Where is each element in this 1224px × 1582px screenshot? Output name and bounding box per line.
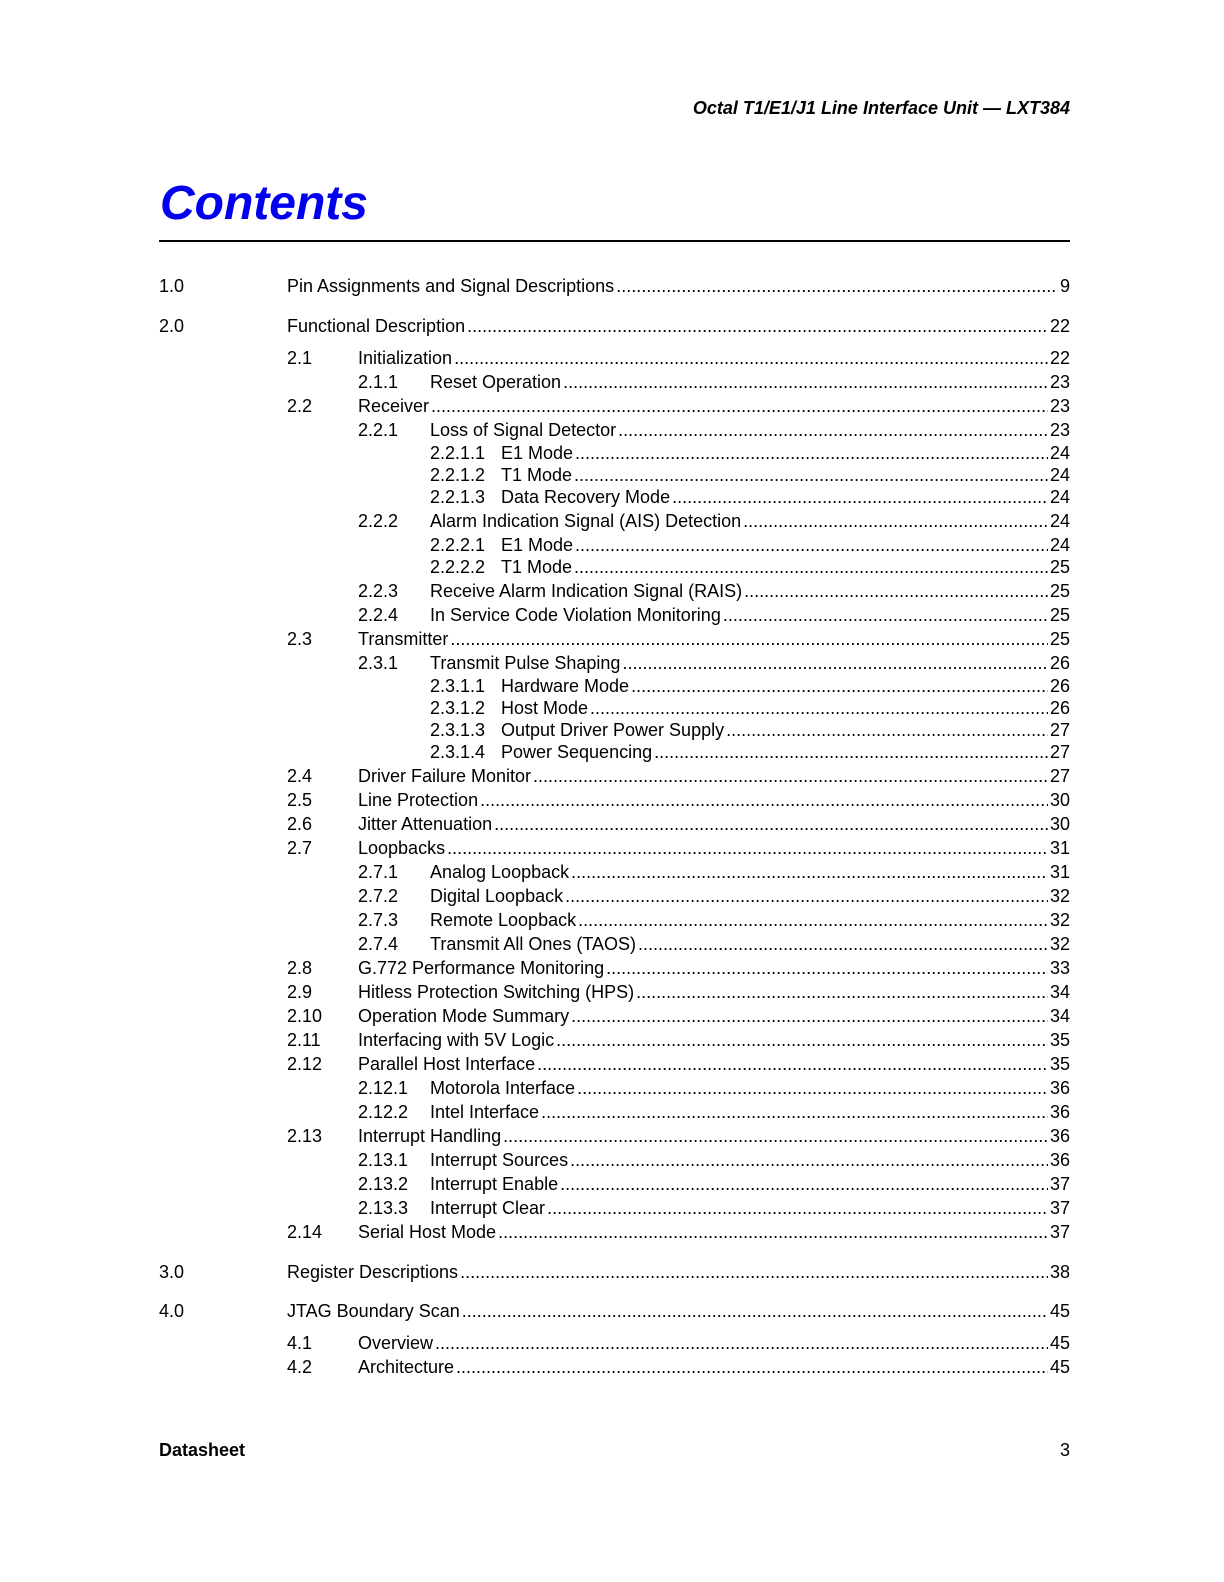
toc-entry-page: 25 [1049, 628, 1070, 649]
toc-entry-page: 27 [1049, 720, 1070, 740]
toc-entry[interactable] [0, 1100, 1224, 1124]
toc-entry-title: Remote Loopback [430, 910, 577, 930]
toc-entry-number: 2.2.2.2 [430, 556, 486, 577]
toc-entry[interactable] [0, 418, 1224, 442]
toc-entry-dot-leader [450, 627, 1048, 651]
toc-entry-dot-leader [575, 441, 1048, 465]
toc-entry-title: T1 Mode [501, 556, 573, 577]
page-title: Contents [160, 177, 368, 230]
toc-entry-leader-line [358, 394, 1070, 418]
toc-entry-dot-leader [462, 1299, 1048, 1323]
toc-entry-number: 2.12.2 [358, 1102, 409, 1122]
toc-entry-dot-leader [571, 1004, 1048, 1028]
toc-entry-title: Register Descriptions [287, 1261, 459, 1282]
title-divider [159, 240, 1070, 242]
toc-entry-dot-leader [556, 1028, 1048, 1052]
toc-entry-title: Transmitter [358, 628, 449, 649]
toc-entry-leader-line [501, 463, 1070, 487]
toc-entry-title: Reset Operation [430, 371, 562, 392]
toc-entry-page: 23 [1049, 395, 1070, 416]
toc-entry-leader-line [430, 509, 1070, 533]
toc-entry-page: 23 [1049, 419, 1070, 440]
toc-entry-number: 2.3.1.3 [430, 720, 486, 740]
toc-entry-dot-leader [618, 418, 1048, 442]
toc-entry-page: 31 [1049, 862, 1070, 882]
toc-entry-title: Interrupt Handling [358, 1126, 502, 1146]
footer-page-number: 3 [1059, 1440, 1070, 1460]
toc-entry-leader-line [358, 1028, 1070, 1052]
toc-entry-title: Jitter Attenuation [358, 814, 493, 834]
toc-entry-title: In Service Code Violation Monitoring [430, 604, 721, 625]
toc-entry-title: E1 Mode [501, 443, 574, 463]
toc-entry-page: 22 [1049, 315, 1070, 336]
toc-entry-dot-leader [631, 674, 1048, 698]
toc-entry-dot-leader [431, 394, 1048, 418]
toc-entry-title: Alarm Indication Signal (AIS) Detection [430, 511, 742, 531]
toc-entry-number: 2.2.3 [358, 580, 399, 601]
toc-entry-number: 4.0 [159, 1301, 185, 1321]
toc-entry-dot-leader [578, 908, 1048, 932]
toc-entry-page: 36 [1049, 1078, 1070, 1098]
toc-entry-title: E1 Mode [501, 534, 574, 555]
toc-entry-dot-leader [726, 718, 1048, 742]
toc-entry-title: Initialization [358, 347, 453, 368]
toc-entry-dot-leader [590, 696, 1048, 720]
toc-entry-leader-line [501, 485, 1070, 509]
toc-entry[interactable] [0, 441, 1224, 465]
toc-entry-page: 36 [1049, 1150, 1070, 1170]
toc-entry-dot-leader [577, 1076, 1048, 1100]
toc-entry-page: 32 [1049, 934, 1070, 954]
toc-entry-page: 24 [1049, 465, 1070, 485]
toc-entry-page: 26 [1049, 676, 1070, 696]
toc-entry[interactable] [0, 860, 1224, 884]
toc-entry-title: Operation Mode Summary [358, 1006, 570, 1026]
toc-entry-number: 2.3.1.1 [430, 676, 486, 696]
toc-entry-title: Intel Interface [430, 1102, 540, 1122]
toc-entry-number: 2.13.1 [358, 1150, 409, 1170]
toc-entry-title: Interrupt Sources [430, 1150, 569, 1170]
toc-entry-number: 2.2.1.2 [430, 465, 486, 485]
toc-entry-number: 2.2.2.1 [430, 534, 486, 555]
toc-entry-page: 26 [1049, 652, 1070, 673]
toc-entry-page: 35 [1049, 1030, 1070, 1050]
toc-entry-leader-line [358, 1124, 1070, 1148]
toc-entry[interactable] [0, 696, 1224, 720]
toc-entry[interactable] [0, 533, 1224, 557]
toc-entry-dot-leader [654, 740, 1048, 764]
toc-entry-title: Interfacing with 5V Logic [358, 1030, 555, 1050]
toc-entry[interactable] [0, 1028, 1224, 1052]
toc-entry-dot-leader [498, 1220, 1048, 1244]
toc-entry-title: Analog Loopback [430, 862, 570, 882]
toc-entry-page: 37 [1049, 1198, 1070, 1218]
toc-entry-dot-leader [537, 1052, 1048, 1076]
toc-entry-leader-line [430, 1196, 1070, 1220]
toc-entry[interactable] [0, 788, 1224, 812]
toc-entry-number: 2.0 [159, 315, 185, 336]
toc-entry-page: 45 [1049, 1301, 1070, 1321]
toc-entry-page: 36 [1049, 1102, 1070, 1122]
toc-entry[interactable] [0, 394, 1224, 418]
toc-entry-page: 32 [1049, 886, 1070, 906]
toc-entry-title: Transmit All Ones (TAOS) [430, 934, 637, 954]
toc-entry[interactable] [0, 509, 1224, 533]
toc-entry[interactable] [0, 740, 1224, 764]
toc-entry-title: Power Sequencing [501, 742, 653, 762]
toc-entry[interactable] [0, 1220, 1224, 1244]
toc-entry[interactable] [0, 1331, 1224, 1355]
toc-entry-number: 1.0 [159, 276, 185, 296]
toc-entry-dot-leader [606, 956, 1048, 980]
toc-entry-page: 27 [1049, 766, 1070, 786]
toc-entry-dot-leader [570, 1148, 1048, 1172]
toc-entry-dot-leader [574, 555, 1048, 579]
toc-entry[interactable] [0, 1148, 1224, 1172]
toc-entry-leader-line [501, 555, 1070, 579]
toc-entry-number: 2.2.1 [358, 419, 399, 440]
toc-entry[interactable] [0, 812, 1224, 836]
toc-entry-page: 38 [1049, 1261, 1070, 1282]
toc-entry-title: Parallel Host Interface [358, 1054, 536, 1074]
toc-entry[interactable] [0, 980, 1224, 1004]
toc-entry-number: 2.3.1.2 [430, 698, 486, 718]
toc-entry-title: Interrupt Enable [430, 1174, 559, 1194]
toc-entry-dot-leader [467, 314, 1048, 338]
toc-entry-page: 24 [1049, 534, 1070, 555]
toc-entry-page: 24 [1049, 511, 1070, 531]
toc-entry-title: Host Mode [501, 698, 589, 718]
toc-entry-number: 2.12 [287, 1054, 323, 1074]
toc-entry-number: 2.3.1 [358, 652, 399, 673]
toc-entry[interactable] [0, 674, 1224, 698]
toc-entry[interactable] [0, 1004, 1224, 1028]
toc-entry[interactable] [0, 1124, 1224, 1148]
toc-entry[interactable] [0, 908, 1224, 932]
toc-entry-page: 25 [1049, 556, 1070, 577]
toc-entry-number: 2.5 [287, 790, 313, 810]
toc-entry-title: Receive Alarm Indication Signal (RAIS) [430, 580, 743, 601]
toc-entry-leader-line [358, 812, 1070, 836]
toc-entry[interactable] [0, 932, 1224, 956]
toc-entry[interactable] [0, 764, 1224, 788]
toc-entry-title: Transmit Pulse Shaping [430, 652, 621, 673]
toc-entry-leader-line [430, 908, 1070, 932]
toc-entry-title: Overview [358, 1333, 434, 1353]
toc-entry-page: 22 [1049, 347, 1070, 368]
toc-entry[interactable] [0, 603, 1224, 627]
toc-entry-leader-line [358, 1355, 1070, 1379]
toc-entry[interactable] [0, 1355, 1224, 1379]
toc-entry-dot-leader [435, 1331, 1048, 1355]
toc-entry-page: 9 [1059, 276, 1070, 296]
toc-entry-leader-line [358, 836, 1070, 860]
toc-entry-dot-leader [456, 1355, 1048, 1379]
toc-entry-leader-line [501, 740, 1070, 764]
toc-entry-leader-line [501, 533, 1070, 557]
toc-entry-leader-line [358, 956, 1070, 980]
toc-entry-dot-leader [494, 812, 1048, 836]
toc-entry-leader-line [430, 1172, 1070, 1196]
toc-entry-dot-leader [575, 533, 1048, 557]
toc-entry-leader-line [358, 346, 1070, 370]
toc-entry-title: Architecture [358, 1357, 455, 1377]
toc-entry-page: 45 [1049, 1357, 1070, 1377]
toc-entry[interactable] [0, 1196, 1224, 1220]
toc-entry-page: 34 [1049, 982, 1070, 1002]
toc-entry-leader-line [358, 788, 1070, 812]
toc-entry-page: 35 [1049, 1054, 1070, 1074]
toc-entry-dot-leader [560, 1172, 1048, 1196]
toc-entry[interactable] [0, 1299, 1224, 1323]
toc-entry-title: Digital Loopback [430, 886, 564, 906]
toc-entry-leader-line [430, 932, 1070, 956]
toc-entry-leader-line [287, 1299, 1070, 1323]
toc-entry[interactable] [0, 651, 1224, 675]
toc-entry-page: 31 [1049, 838, 1070, 858]
toc-entry-title: JTAG Boundary Scan [287, 1301, 460, 1321]
toc-entry-dot-leader [616, 274, 1058, 298]
toc-entry-leader-line [287, 1260, 1070, 1284]
toc-entry-leader-line [358, 1331, 1070, 1355]
toc-entry-number: 2.9 [287, 982, 313, 1002]
toc-entry-page: 23 [1049, 371, 1070, 392]
toc-entry-title: Receiver [358, 395, 430, 416]
toc-entry-dot-leader [565, 884, 1048, 908]
toc-entry-dot-leader [563, 370, 1048, 394]
toc-entry[interactable] [0, 1172, 1224, 1196]
toc-entry-number: 2.10 [287, 1006, 323, 1026]
toc-entry-page: 30 [1049, 790, 1070, 810]
toc-entry-page: 34 [1049, 1006, 1070, 1026]
toc-entry-title: Loss of Signal Detector [430, 419, 617, 440]
toc-entry-dot-leader [533, 764, 1048, 788]
toc-entry-number: 2.7.3 [358, 910, 399, 930]
toc-entry-title: Driver Failure Monitor [358, 766, 532, 786]
toc-entry-page: 37 [1049, 1222, 1070, 1242]
toc-entry-number: 2.2.1.1 [430, 443, 486, 463]
toc-entry-dot-leader [571, 860, 1048, 884]
toc-entry-page: 25 [1049, 604, 1070, 625]
footer-doc-type: Datasheet [159, 1440, 246, 1460]
toc-entry[interactable] [0, 579, 1224, 603]
toc-entry[interactable] [0, 274, 1224, 298]
toc-entry-page: 36 [1049, 1126, 1070, 1146]
toc-entry-title: Interrupt Clear [430, 1198, 546, 1218]
toc-entry-number: 2.7.1 [358, 862, 399, 882]
toc-entry-leader-line [358, 1004, 1070, 1028]
toc-entry[interactable] [0, 1076, 1224, 1100]
toc-entry[interactable] [0, 1260, 1224, 1284]
toc-entry-dot-leader [454, 346, 1048, 370]
toc-entry[interactable] [0, 718, 1224, 742]
toc-entry-leader-line [358, 1220, 1070, 1244]
toc-entry[interactable] [0, 370, 1224, 394]
toc-entry[interactable] [0, 884, 1224, 908]
toc-entry-leader-line [358, 1052, 1070, 1076]
toc-entry-dot-leader [503, 1124, 1048, 1148]
toc-entry-number: 2.2.2 [358, 511, 399, 531]
toc-entry-page: 25 [1049, 580, 1070, 601]
toc-entry-number: 2.1.1 [358, 371, 399, 392]
toc-entry-title: G.772 Performance Monitoring [358, 958, 605, 978]
toc-entry-leader-line [430, 603, 1070, 627]
toc-entry-number: 2.3.1.4 [430, 742, 486, 762]
toc-entry-leader-line [430, 651, 1070, 675]
toc-entry-number: 2.11 [287, 1030, 321, 1050]
toc-entry-number: 2.2.4 [358, 604, 399, 625]
toc-entry-number: 2.13.2 [358, 1174, 409, 1194]
toc-entry-number: 2.1 [287, 347, 313, 368]
toc-entry[interactable] [0, 627, 1224, 651]
toc-entry[interactable] [0, 836, 1224, 860]
toc-entry-page: 27 [1049, 742, 1070, 762]
toc-entry[interactable] [0, 555, 1224, 579]
toc-entry-leader-line [501, 674, 1070, 698]
toc-entry-leader-line [430, 418, 1070, 442]
toc-entry[interactable] [0, 956, 1224, 980]
toc-entry-number: 2.14 [287, 1222, 323, 1242]
toc-entry-dot-leader [574, 463, 1048, 487]
toc-entry-page: 37 [1049, 1174, 1070, 1194]
toc-entry-number: 2.2 [287, 395, 313, 416]
toc-entry-leader-line [358, 627, 1070, 651]
toc-entry-page: 26 [1049, 698, 1070, 718]
toc-entry-leader-line [430, 370, 1070, 394]
toc-entry-leader-line [501, 441, 1070, 465]
toc-entry-leader-line [358, 764, 1070, 788]
toc-entry-dot-leader [622, 651, 1048, 675]
toc-entry-leader-line [501, 718, 1070, 742]
toc-entry-number: 4.1 [287, 1333, 313, 1353]
toc-entry-leader-line [430, 579, 1070, 603]
toc-entry-dot-leader [547, 1196, 1048, 1220]
toc-entry-leader-line [430, 884, 1070, 908]
toc-entry-leader-line [501, 696, 1070, 720]
toc-entry[interactable] [0, 463, 1224, 487]
toc-entry-number: 2.3 [287, 628, 313, 649]
toc-entry-page: 24 [1049, 443, 1070, 463]
toc-entry-dot-leader [460, 1260, 1048, 1284]
toc-entry-title: Pin Assignments and Signal Descriptions [287, 276, 615, 296]
toc-entry-title: T1 Mode [501, 465, 573, 485]
toc-entry-dot-leader [636, 980, 1048, 1004]
toc-entry-dot-leader [447, 836, 1048, 860]
toc-entry-number: 2.13 [287, 1126, 323, 1146]
toc-entry-leader-line [430, 1148, 1070, 1172]
toc-entry-number: 2.8 [287, 958, 313, 978]
toc-entry-number: 3.0 [159, 1261, 185, 1282]
toc-entry-title: Data Recovery Mode [501, 487, 671, 507]
toc-entry-number: 2.12.1 [358, 1078, 409, 1098]
toc-entry-number: 2.7 [287, 838, 313, 858]
toc-entry-page: 32 [1049, 910, 1070, 930]
toc-entry[interactable] [0, 1052, 1224, 1076]
toc-entry-dot-leader [541, 1100, 1048, 1124]
toc-entry-dot-leader [743, 509, 1048, 533]
toc-entry-page: 24 [1049, 487, 1070, 507]
toc-entry-number: 2.13.3 [358, 1198, 409, 1218]
toc-entry-title: Output Driver Power Supply [501, 720, 725, 740]
toc-entry-leader-line [430, 1100, 1070, 1124]
toc-entry-title: Loopbacks [358, 838, 446, 858]
toc-entry-leader-line [358, 980, 1070, 1004]
toc-entry-dot-leader [638, 932, 1048, 956]
toc-entry-title: Motorola Interface [430, 1078, 576, 1098]
toc-entry-dot-leader [672, 485, 1048, 509]
toc-entry-title: Line Protection [358, 790, 479, 810]
toc-entry-number: 2.2.1.3 [430, 487, 486, 507]
toc-entry[interactable] [0, 314, 1224, 338]
toc-entry-leader-line [430, 860, 1070, 884]
toc-entry-title: Hitless Protection Switching (HPS) [358, 982, 635, 1002]
toc-entry-dot-leader [480, 788, 1048, 812]
toc-entry-number: 2.6 [287, 814, 313, 834]
toc-entry-page: 45 [1049, 1333, 1070, 1353]
toc-entry-page: 33 [1049, 958, 1070, 978]
toc-entry[interactable] [0, 485, 1224, 509]
toc-entry-dot-leader [723, 603, 1048, 627]
toc-entry-title: Serial Host Mode [358, 1222, 497, 1242]
toc-entry-dot-leader [744, 579, 1048, 603]
toc-entry-leader-line [287, 314, 1070, 338]
toc-entry-leader-line [430, 1076, 1070, 1100]
toc-entry-title: Functional Description [287, 315, 466, 336]
toc-entry-number: 2.7.4 [358, 934, 399, 954]
toc-entry-leader-line [287, 274, 1070, 298]
toc-entry-page: 30 [1049, 814, 1070, 834]
toc-entry[interactable] [0, 346, 1224, 370]
toc-entry-number: 4.2 [287, 1357, 313, 1377]
running-header: Octal T1/E1/J1 Line Interface Unit — LXT384 [692, 98, 1070, 118]
toc-entry-number: 2.4 [287, 766, 313, 786]
toc-entry-title: Hardware Mode [501, 676, 630, 696]
toc-entry-number: 2.7.2 [358, 886, 399, 906]
